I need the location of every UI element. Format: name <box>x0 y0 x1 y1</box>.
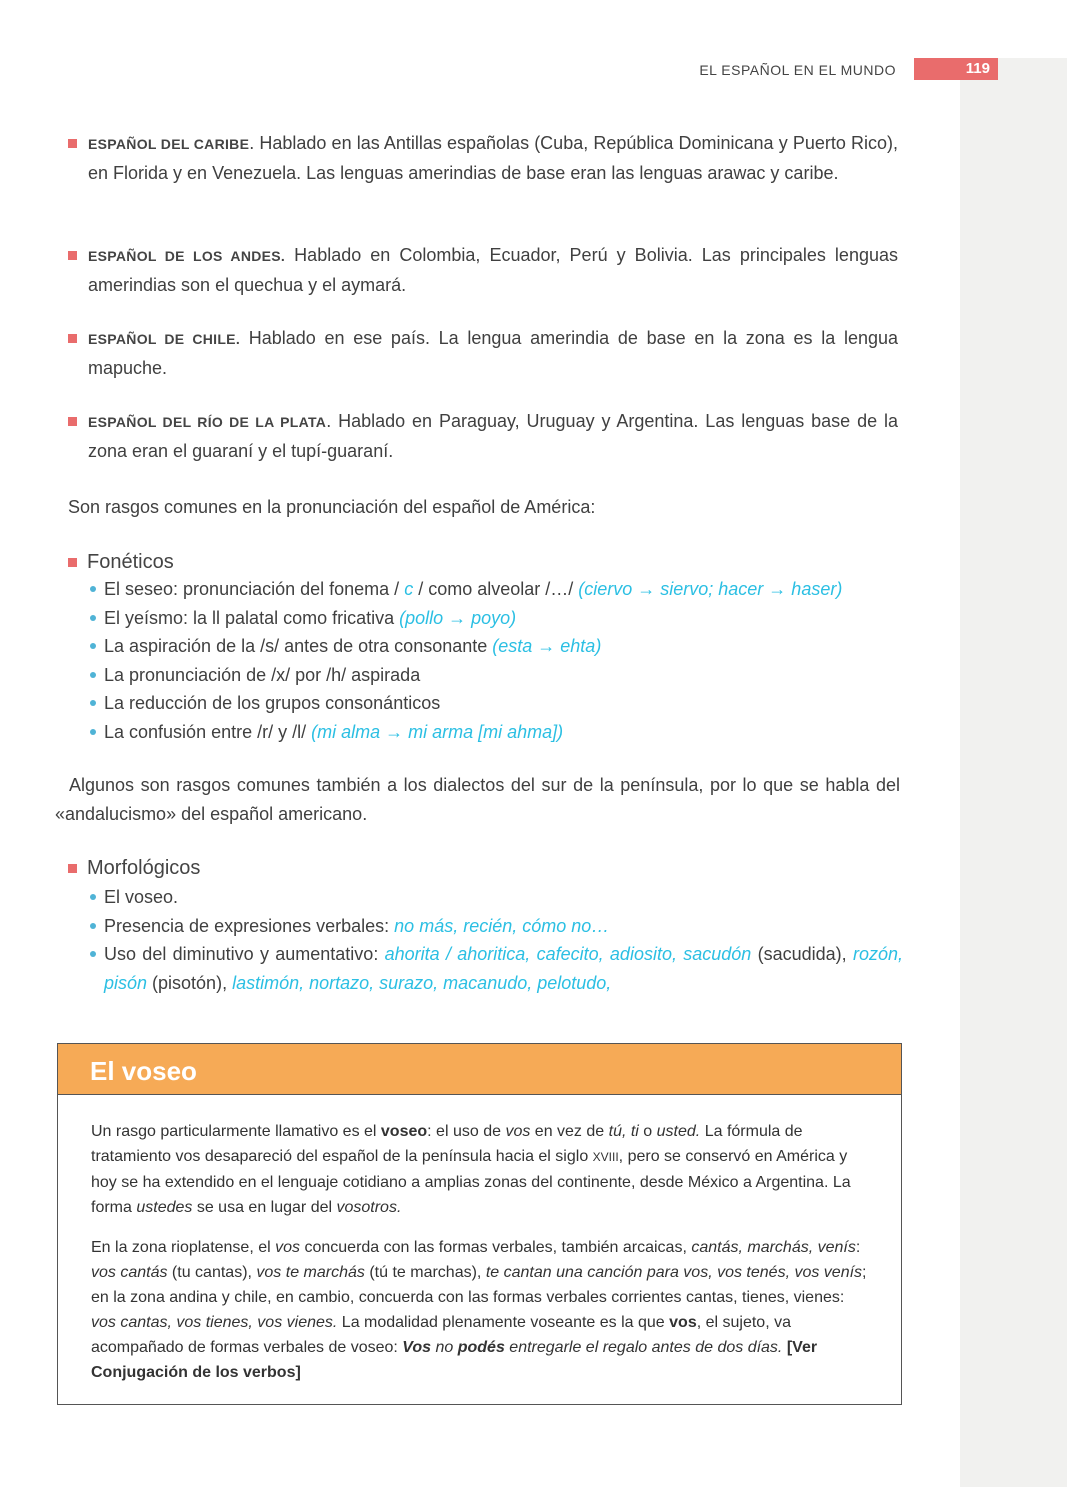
bullet-dot-icon <box>90 700 96 706</box>
bullet-dot-icon <box>90 923 96 929</box>
dialect-chile <box>68 324 898 383</box>
intro-paragraph: Son rasgos comunes en la pronunciación del español de América: <box>68 497 596 517</box>
list-item: La reducción de los grupos consonánticos <box>88 689 903 718</box>
list-item: El yeísmo: la ll palatal como fricativa (pollo → poyo) <box>88 604 903 633</box>
square-bullet-icon <box>68 139 77 148</box>
list-item: Presencia de expresiones verbales: no más, recién, cómo no… <box>88 912 903 941</box>
dialect-sep: . <box>326 411 332 431</box>
square-bullet-icon <box>68 251 77 260</box>
square-bullet-icon <box>68 334 77 343</box>
bullet-dot-icon <box>90 951 96 957</box>
page-number-badge: 119 <box>914 58 998 80</box>
square-bullet-icon <box>68 417 77 426</box>
bullet-dot-icon <box>90 586 96 592</box>
voseo-paragraph-1: Un rasgo particularmente llamativo es el voseo: el uso de vos en vez de tú, ti o usted. La fórmula de tratamiento vos desapareció del español de la península hacia el siglo XVIII, pero se conservó en América y hoy se ha extendido en el lenguaje cotidiano a amplias zonas del continente, desde México a Argentina. La forma ustedes se usa en lugar del vosotros. <box>91 1123 851 1216</box>
voseo-box <box>57 1043 902 1405</box>
foneticos-heading <box>68 551 174 574</box>
dialect-name: ESPAÑOL DEL CARIBE <box>88 136 250 152</box>
voseo-box-title: El voseo <box>90 1056 197 1086</box>
dialect-name: ESPAÑOL DEL RÍO DE LA PLATA <box>88 414 327 430</box>
dialect-name: ESPAÑOL DE CHILE. <box>88 331 241 347</box>
list-item: Uso del diminutivo y aumentativo: ahorita / ahoritica, cafecito, adiosito, sacudón (sacudida), rozón, pisón (pisotón), lastimón, nortazo, surazo, macanudo, pelotudo, <box>88 940 903 997</box>
dialect-sep: . <box>249 133 255 153</box>
section-title: Fonéticos <box>87 551 174 573</box>
list-item: El seseo: pronunciación del fonema / c / como alveolar /…/ (ciervo → siervo; hacer → haser) <box>88 575 903 604</box>
square-bullet-icon <box>68 864 77 873</box>
dialect-text: Hablado en ese país. La lengua amerindia de base en la zona es la lengua mapuche. <box>88 328 898 378</box>
dialect-text: Hablado en las Antillas españolas (Cuba, República Dominicana y Puerto Rico), en Florida y en Venezuela. Las lenguas amerindias de base eran las lenguas arawac y caribe. <box>88 133 898 183</box>
dialect-caribe <box>68 129 898 188</box>
bullet-dot-icon <box>90 894 96 900</box>
dialect-name: ESPAÑOL DE LOS ANDES. <box>88 248 286 264</box>
dialect-text: Hablado en Colombia, Ecuador, Perú y Bolivia. Las principales lenguas amerindias son el quechua y el aymará. <box>88 245 898 295</box>
voseo-box-header <box>58 1044 901 1095</box>
square-bullet-icon <box>68 558 77 567</box>
running-head: EL ESPAÑOL EN EL MUNDO <box>699 62 896 78</box>
morfologicos-heading <box>68 857 200 880</box>
bullet-dot-icon <box>90 729 96 735</box>
andalucismo-paragraph: Algunos son rasgos comunes también a los dialectos del sur de la península, por lo que se habla del «andalucismo» del español americano. <box>55 775 900 824</box>
list-item: El voseo. <box>88 883 903 912</box>
dialect-rio-plata <box>68 407 898 466</box>
voseo-paragraph-2: En la zona rioplatense, el vos concuerda con las formas verbales, también arcaicas, cantás, marchás, venís: vos cantás (tu cantas), vos te marchás (tú te marchas), te cantan una canción para vos, vos tenés, vos venís; en la zona andina y chile, en cambio, concuerda con las formas verbales corrientes cantas, tienes, vienes: vos cantas, vos tienes, vos vienes. La modalidad plenamente voseante es la que vos, el sujeto, va acompañado de formas verbales de voseo: Vos no podés entregarle el regalo antes de dos días. [Ver Conjugación de los verbos] <box>91 1239 867 1381</box>
foneticos-list <box>88 575 903 746</box>
list-item: La confusión entre /r/ y /l/ (mi alma → mi arma [mi ahma]) <box>88 718 903 747</box>
list-item: La aspiración de la /s/ antes de otra consonante (esta → ehta) <box>88 632 903 661</box>
page-header <box>0 58 1000 82</box>
dialect-andes <box>68 241 898 300</box>
section-title: Morfológicos <box>87 857 201 879</box>
bullet-dot-icon <box>90 615 96 621</box>
morfologicos-list <box>88 883 903 997</box>
list-item: La pronunciación de /x/ por /h/ aspirada <box>88 661 903 690</box>
dialect-text: Hablado en Paraguay, Uruguay y Argentina. Las lenguas base de la zona eran el guaraní y el tupí-guaraní. <box>88 411 898 461</box>
bullet-dot-icon <box>90 672 96 678</box>
bullet-dot-icon <box>90 643 96 649</box>
page-edge-strip <box>960 58 1067 1487</box>
